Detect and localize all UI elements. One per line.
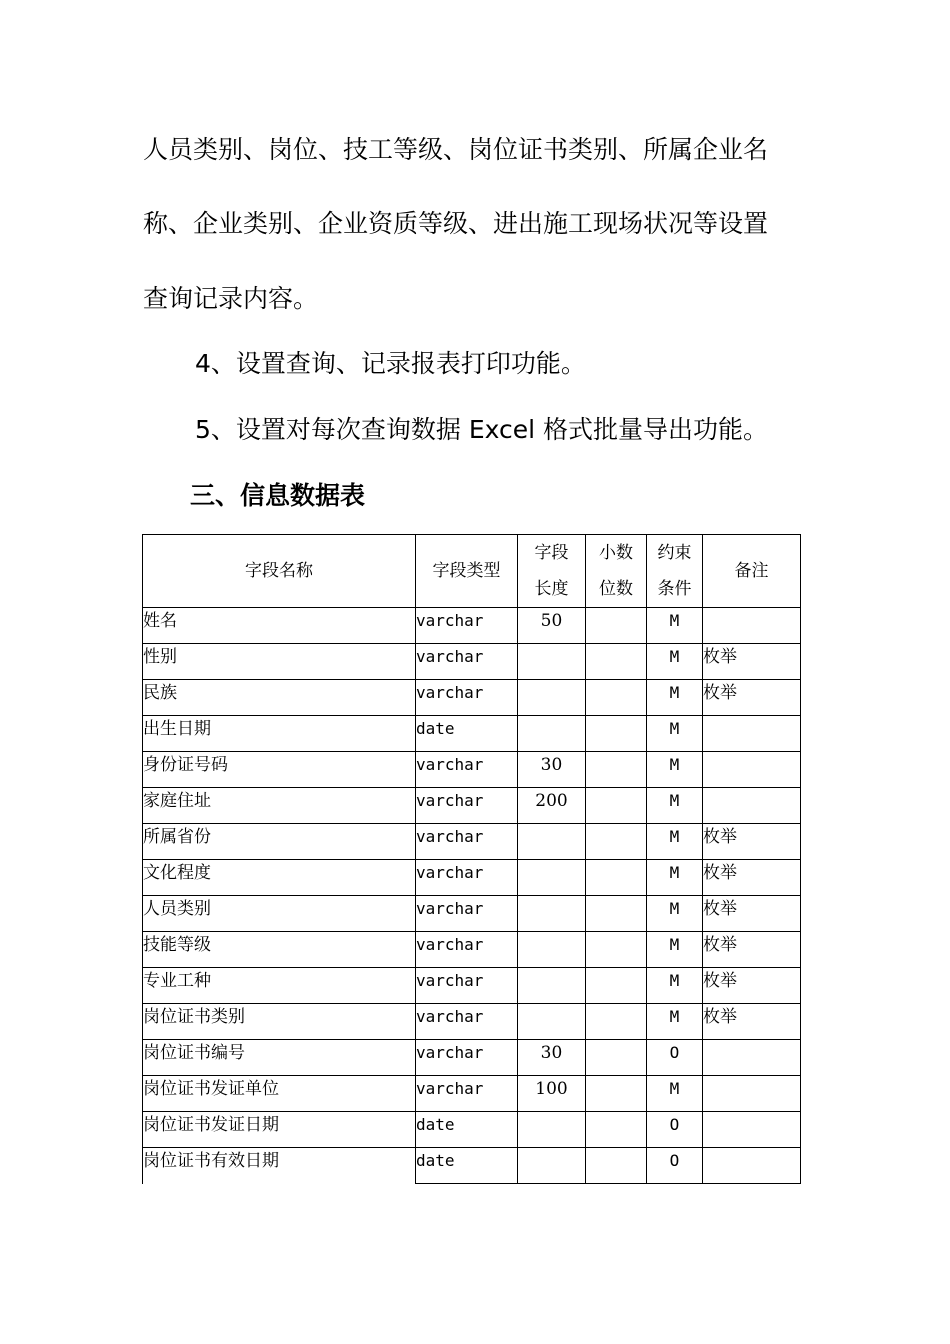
cell-constraint: M — [647, 860, 703, 896]
cell-field-name: 出生日期 — [143, 716, 416, 752]
cell-field-name: 家庭住址 — [143, 788, 416, 824]
cell-constraint: M — [647, 824, 703, 860]
cell-note — [703, 1148, 801, 1184]
cell-decimal-places — [586, 932, 647, 968]
cell-field-name: 民族 — [143, 680, 416, 716]
table-row — [143, 608, 801, 644]
cell-field-length: 100 — [518, 1076, 586, 1112]
cell-field-length — [518, 860, 586, 896]
header-field-length — [518, 535, 586, 608]
cell-field-name: 技能等级 — [143, 932, 416, 968]
cell-note — [703, 752, 801, 788]
cell-field-type: varchar — [416, 860, 518, 896]
header-decimal-places — [586, 535, 647, 608]
cell-field-length — [518, 896, 586, 932]
table-row — [143, 716, 801, 752]
cell-decimal-places — [586, 896, 647, 932]
cell-constraint: M — [647, 1076, 703, 1112]
cell-field-length — [518, 932, 586, 968]
cell-field-name: 性别 — [143, 644, 416, 680]
cell-field-length — [518, 644, 586, 680]
cell-field-name: 岗位证书发证日期 — [143, 1112, 416, 1148]
table-row — [143, 860, 801, 896]
cell-note — [703, 788, 801, 824]
cell-field-type: date — [416, 1148, 518, 1184]
cell-field-type: varchar — [416, 752, 518, 788]
cell-note: 枚举 — [703, 644, 801, 680]
cell-decimal-places — [586, 1076, 647, 1112]
cell-decimal-places — [586, 680, 647, 716]
table-row — [143, 1040, 801, 1076]
cell-note: 枚举 — [703, 896, 801, 932]
cell-field-name: 专业工种 — [143, 968, 416, 1004]
cell-constraint: M — [647, 788, 703, 824]
cell-note: 枚举 — [703, 824, 801, 860]
cell-field-name: 身份证号码 — [143, 752, 416, 788]
cell-decimal-places — [586, 968, 647, 1004]
cell-field-length — [518, 680, 586, 716]
table-row — [143, 1004, 801, 1040]
cell-field-length: 50 — [518, 608, 586, 644]
header-note: 备注 — [703, 535, 801, 608]
cell-decimal-places — [586, 752, 647, 788]
cell-note — [703, 1076, 801, 1112]
cell-decimal-places — [586, 644, 647, 680]
cell-note: 枚举 — [703, 968, 801, 1004]
header-field-type: 字段类型 — [416, 535, 518, 608]
cell-field-length: 30 — [518, 1040, 586, 1076]
table-row — [143, 680, 801, 716]
cell-note: 枚举 — [703, 1004, 801, 1040]
body-paragraph-line-2: 称、企业类别、企业资质等级、进出施工现场状况等设置 — [143, 209, 769, 238]
header-decimal-line-2: 位数 — [599, 579, 633, 599]
cell-field-type: varchar — [416, 788, 518, 824]
cell-field-type: date — [416, 716, 518, 752]
list-item-print-function: 4、设置查询、记录报表打印功能。 — [195, 349, 586, 378]
cell-field-name: 人员类别 — [143, 896, 416, 932]
table-row — [143, 1112, 801, 1148]
cell-decimal-places — [586, 1148, 647, 1184]
cell-field-length: 30 — [518, 752, 586, 788]
cell-constraint: M — [647, 680, 703, 716]
cell-constraint: M — [647, 752, 703, 788]
header-field-length-line-1: 字段 — [534, 543, 569, 563]
cell-field-length — [518, 1148, 586, 1184]
header-constraint-line-1: 约束 — [657, 543, 692, 563]
header-constraint-line-2: 条件 — [657, 579, 692, 599]
table-row — [143, 644, 801, 680]
cell-note — [703, 1112, 801, 1148]
field-definition-table — [142, 534, 801, 1184]
table-row — [143, 824, 801, 860]
cell-field-length — [518, 1112, 586, 1148]
header-field-name: 字段名称 — [143, 535, 416, 608]
cell-field-type: varchar — [416, 608, 518, 644]
body-paragraph-line-3: 查询记录内容。 — [143, 284, 319, 313]
cell-constraint: O — [647, 1148, 703, 1184]
table-row — [143, 1148, 801, 1184]
cell-decimal-places — [586, 824, 647, 860]
cell-field-name: 所属省份 — [143, 824, 416, 860]
table-row — [143, 788, 801, 824]
cell-field-type: varchar — [416, 1076, 518, 1112]
cell-field-type: varchar — [416, 680, 518, 716]
table-row — [143, 932, 801, 968]
table-row — [143, 968, 801, 1004]
cell-note: 枚举 — [703, 932, 801, 968]
cell-field-name: 姓名 — [143, 608, 416, 644]
table-row — [143, 752, 801, 788]
table-header-row — [143, 535, 801, 608]
header-decimal-line-1: 小数 — [599, 543, 633, 563]
cell-field-type: varchar — [416, 896, 518, 932]
cell-field-type: varchar — [416, 1004, 518, 1040]
section-title: 三、信息数据表 — [190, 481, 366, 510]
cell-note: 枚举 — [703, 680, 801, 716]
header-field-length-line-2: 长度 — [534, 579, 569, 599]
cell-field-name: 岗位证书类别 — [143, 1004, 416, 1040]
cell-decimal-places — [586, 1004, 647, 1040]
cell-note — [703, 1040, 801, 1076]
cell-decimal-places — [586, 788, 647, 824]
cell-decimal-places — [586, 608, 647, 644]
cell-field-length — [518, 1004, 586, 1040]
table-row — [143, 1076, 801, 1112]
cell-note — [703, 608, 801, 644]
table-row — [143, 896, 801, 932]
cell-field-name: 岗位证书编号 — [143, 1040, 416, 1076]
cell-note: 枚举 — [703, 860, 801, 896]
cell-constraint: M — [647, 644, 703, 680]
cell-field-type: varchar — [416, 932, 518, 968]
table-body — [143, 608, 801, 1184]
cell-decimal-places — [586, 716, 647, 752]
cell-field-type: varchar — [416, 1040, 518, 1076]
cell-constraint: M — [647, 608, 703, 644]
cell-constraint: M — [647, 968, 703, 1004]
cell-field-length — [518, 968, 586, 1004]
list-item-export-function: 5、设置对每次查询数据 Excel 格式批量导出功能。 — [195, 415, 769, 444]
cell-field-type: varchar — [416, 824, 518, 860]
cell-note — [703, 716, 801, 752]
cell-field-length — [518, 716, 586, 752]
header-constraint — [647, 535, 703, 608]
cell-constraint: O — [647, 1112, 703, 1148]
cell-field-type: date — [416, 1112, 518, 1148]
cell-decimal-places — [586, 1112, 647, 1148]
cell-field-name: 文化程度 — [143, 860, 416, 896]
cell-decimal-places — [586, 860, 647, 896]
body-paragraph-line-1: 人员类别、岗位、技工等级、岗位证书类别、所属企业名 — [143, 135, 769, 164]
cell-field-length — [518, 824, 586, 860]
cell-field-type: varchar — [416, 968, 518, 1004]
cell-field-name: 岗位证书有效日期 — [143, 1148, 416, 1184]
cell-field-length: 200 — [518, 788, 586, 824]
cell-field-name: 岗位证书发证单位 — [143, 1076, 416, 1112]
cell-decimal-places — [586, 1040, 647, 1076]
cell-field-type: varchar — [416, 644, 518, 680]
cell-constraint: M — [647, 932, 703, 968]
cell-constraint: M — [647, 1004, 703, 1040]
cell-constraint: M — [647, 716, 703, 752]
cell-constraint: M — [647, 896, 703, 932]
cell-constraint: O — [647, 1040, 703, 1076]
